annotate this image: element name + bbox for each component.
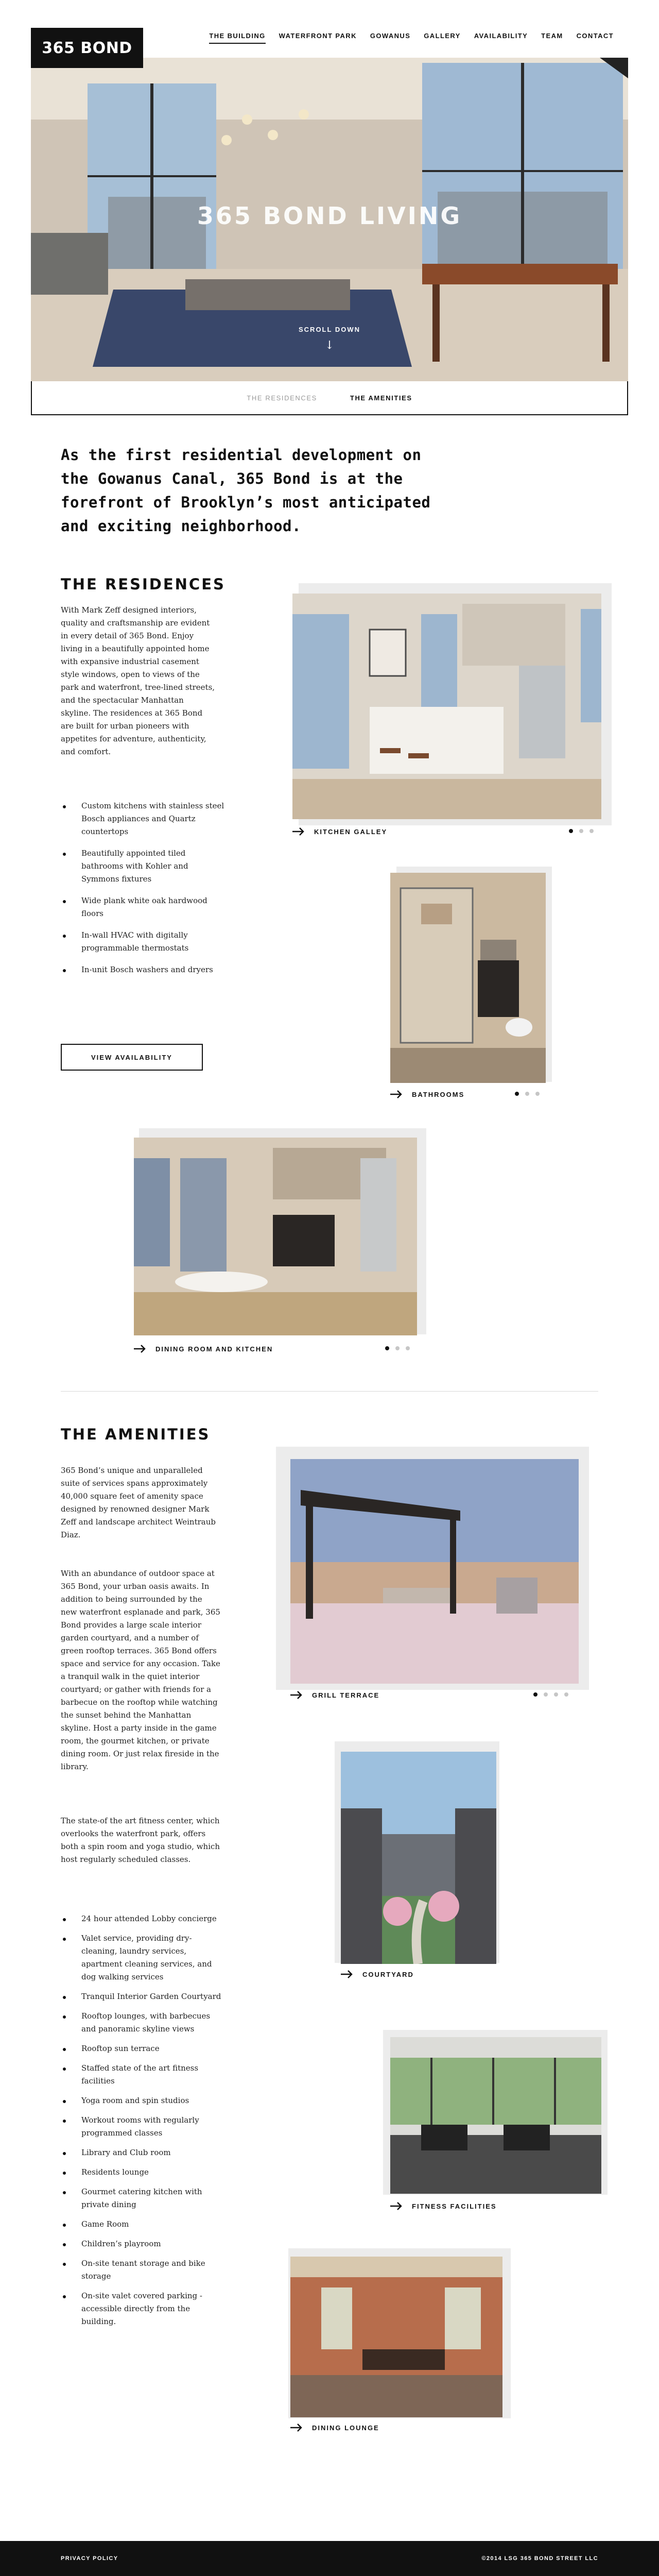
list-item: On-site tenant storage and bike storage bbox=[61, 2257, 226, 2283]
fitness-facilities-caption[interactable] bbox=[390, 2202, 497, 2210]
residences-feature-list bbox=[61, 800, 226, 976]
carousel-dots bbox=[569, 829, 594, 833]
amenities-heading: THE AMENITIES bbox=[61, 1426, 211, 1443]
footer bbox=[0, 2541, 659, 2576]
list-item: Tranquil Interior Garden Courtyard bbox=[61, 1990, 226, 2003]
amenities-body-intro: 365 Bond’s unique and unparalleled suite of services spans approximately 40,000 square feet of amenity space designed by renowned designer Mark Zeff and landscape architect Weintraub Diaz. bbox=[61, 1466, 216, 1539]
nav-waterfront-park[interactable]: WATERFRONT PARK bbox=[279, 32, 357, 40]
intro-statement: As the first residential development on the Gowanus Canal, 365 Bond is at the forefront of Brooklyn’s most anticipated and exciting neighborhood. bbox=[61, 446, 431, 535]
list-item: In-wall HVAC with digitally programmable thermostats bbox=[61, 929, 226, 955]
arrow-right-icon bbox=[290, 1691, 303, 1699]
carousel-dot[interactable] bbox=[515, 1092, 519, 1096]
nav-availability[interactable]: AVAILABILITY bbox=[474, 32, 528, 40]
list-item: Yoga room and spin studios bbox=[61, 2094, 226, 2107]
dining-lounge-caption[interactable] bbox=[290, 2424, 379, 2432]
tab-the-amenities[interactable]: THE AMENITIES bbox=[350, 394, 412, 402]
hero-section bbox=[31, 58, 628, 381]
carousel-dot[interactable] bbox=[395, 1346, 400, 1350]
carousel-dot[interactable] bbox=[385, 1346, 389, 1350]
carousel-dots bbox=[515, 1092, 540, 1096]
view-availability-button[interactable]: VIEW AVAILABILITY bbox=[61, 1044, 203, 1071]
carousel-dot[interactable] bbox=[569, 829, 573, 833]
carousel-dot[interactable] bbox=[535, 1092, 540, 1096]
carousel-dots bbox=[385, 1346, 410, 1350]
dining-lounge-image[interactable] bbox=[290, 2257, 502, 2417]
carousel-dots bbox=[533, 1692, 568, 1697]
nav-team[interactable]: TEAM bbox=[541, 32, 563, 40]
section-tabs bbox=[31, 381, 628, 415]
scroll-down-link[interactable]: SCROLL DOWN bbox=[299, 326, 360, 333]
main-nav bbox=[209, 32, 614, 44]
grill-terrace-caption[interactable] bbox=[290, 1691, 379, 1699]
list-item: Children’s playroom bbox=[61, 2238, 226, 2250]
carousel-dot[interactable] bbox=[544, 1692, 548, 1697]
list-item: On-site valet covered parking - accessible directly from the building. bbox=[61, 2290, 226, 2328]
bathrooms-image[interactable] bbox=[390, 873, 546, 1083]
list-item: 24 hour attended Lobby concierge bbox=[61, 1912, 226, 1925]
caption-label: COURTYARD bbox=[362, 1970, 414, 1978]
kitchen-galley-image[interactable] bbox=[292, 594, 601, 819]
carousel-dot[interactable] bbox=[525, 1092, 529, 1096]
nav-contact[interactable]: CONTACT bbox=[576, 32, 614, 40]
courtyard-image[interactable] bbox=[341, 1752, 496, 1964]
caption-label: FITNESS FACILITIES bbox=[412, 2202, 497, 2210]
carousel-dot[interactable] bbox=[406, 1346, 410, 1350]
list-item: Residents lounge bbox=[61, 2166, 226, 2179]
list-item: Wide plank white oak hardwood floors bbox=[61, 894, 226, 920]
carousel-dot[interactable] bbox=[554, 1692, 558, 1697]
amenities-body-fitness: The state-of the art fitness center, which overlooks the waterfront park, offers both a spin room and yoga studio, which host regularly scheduled classes. bbox=[61, 1816, 220, 1864]
section-divider bbox=[61, 1391, 598, 1392]
list-item: Valet service, providing dry-cleaning, laundry services, apartment cleaning services, and dog walking services bbox=[61, 1932, 226, 1984]
residences-body: With Mark Zeff designed interiors, quality and craftsmanship are evident in every detail of 365 Bond. Enjoy living in a beautifully appointed home with expansive industrial casement style windows, open to views of the park and waterfront, tree-lined streets, and the spectacular Manhattan skyline. The residences at 365 Bond are built for urban pioneers with appetites for adventure, authenticity, and comfort. bbox=[61, 605, 215, 756]
carousel-dot[interactable] bbox=[579, 829, 583, 833]
arrow-right-icon bbox=[292, 827, 305, 836]
caption-label: KITCHEN GALLEY bbox=[314, 827, 388, 836]
nav-gallery[interactable]: GALLERY bbox=[424, 32, 461, 40]
carousel-dot[interactable] bbox=[533, 1692, 537, 1697]
residences-heading: THE RESIDENCES bbox=[61, 575, 226, 593]
caption-label: BATHROOMS bbox=[412, 1090, 465, 1098]
arrow-right-icon bbox=[290, 2424, 303, 2432]
arrow-down-icon[interactable]: ↓ bbox=[324, 339, 335, 352]
list-item: Rooftop lounges, with barbecues and panoramic skyline views bbox=[61, 2010, 226, 2036]
list-item: Workout rooms with regularly programmed classes bbox=[61, 2114, 226, 2140]
list-item: Game Room bbox=[61, 2218, 226, 2231]
logo[interactable]: 365 BOND bbox=[31, 28, 143, 68]
arrow-right-icon bbox=[134, 1345, 146, 1353]
nav-the-building[interactable]: THE BUILDING bbox=[209, 32, 265, 44]
fitness-facilities-image[interactable] bbox=[390, 2037, 601, 2194]
arrow-right-icon bbox=[390, 2202, 403, 2210]
list-item: Staffed state of the art fitness facilities bbox=[61, 2062, 226, 2088]
nav-gowanus[interactable]: GOWANUS bbox=[370, 32, 411, 40]
kitchen-galley-caption[interactable] bbox=[292, 827, 387, 836]
amenities-body-outdoor: With an abundance of outdoor space at 365 Bond, your urban oasis awaits. In addition to being surrounded by the new waterfront esplanade and park, 365 Bond provides a large scale interior garden courtyard, and a number of green rooftop terraces. 365 Bond offers space and service for any occasion. Take a tranquil walk in the quiet interior courtyard; or gather with friends for a barbecue on the rooftop while watching the sunset behind the Manhattan skyline. Host a party inside in the game room, the gourmet kitchen, or private dining room. Or just relax fireside in the library. bbox=[61, 1569, 220, 1771]
list-item: Custom kitchens with stainless steel Bosch appliances and Quartz countertops bbox=[61, 800, 226, 838]
courtyard-caption[interactable] bbox=[341, 1970, 414, 1978]
carousel-dot[interactable] bbox=[589, 829, 594, 833]
list-item: Library and Club room bbox=[61, 2146, 226, 2159]
copyright-text: ©2014 LSG 365 BOND STREET LLC bbox=[481, 2555, 598, 2562]
caption-label: DINING ROOM AND KITCHEN bbox=[155, 1345, 273, 1353]
list-item: In-unit Bosch washers and dryers bbox=[61, 963, 226, 976]
dining-room-kitchen-caption[interactable] bbox=[134, 1345, 273, 1353]
caption-label: DINING LOUNGE bbox=[312, 2424, 379, 2432]
bathrooms-caption[interactable] bbox=[390, 1090, 464, 1098]
tab-the-residences[interactable]: THE RESIDENCES bbox=[247, 394, 317, 402]
arrow-right-icon bbox=[341, 1970, 353, 1978]
arrow-right-icon bbox=[390, 1090, 403, 1098]
list-item: Rooftop sun terrace bbox=[61, 2042, 226, 2055]
caption-label: GRILL TERRACE bbox=[312, 1691, 380, 1699]
hero-title: 365 BOND LIVING bbox=[197, 202, 462, 230]
list-item: Beautifully appointed tiled bathrooms with Kohler and Symmons fixtures bbox=[61, 847, 226, 886]
list-item: Gourmet catering kitchen with private dining bbox=[61, 2185, 226, 2211]
carousel-dot[interactable] bbox=[564, 1692, 568, 1697]
dining-room-kitchen-image[interactable] bbox=[134, 1138, 417, 1335]
privacy-policy-link[interactable]: PRIVACY POLICY bbox=[61, 2555, 118, 2562]
amenities-feature-list bbox=[61, 1912, 226, 2328]
grill-terrace-image[interactable] bbox=[290, 1459, 579, 1684]
